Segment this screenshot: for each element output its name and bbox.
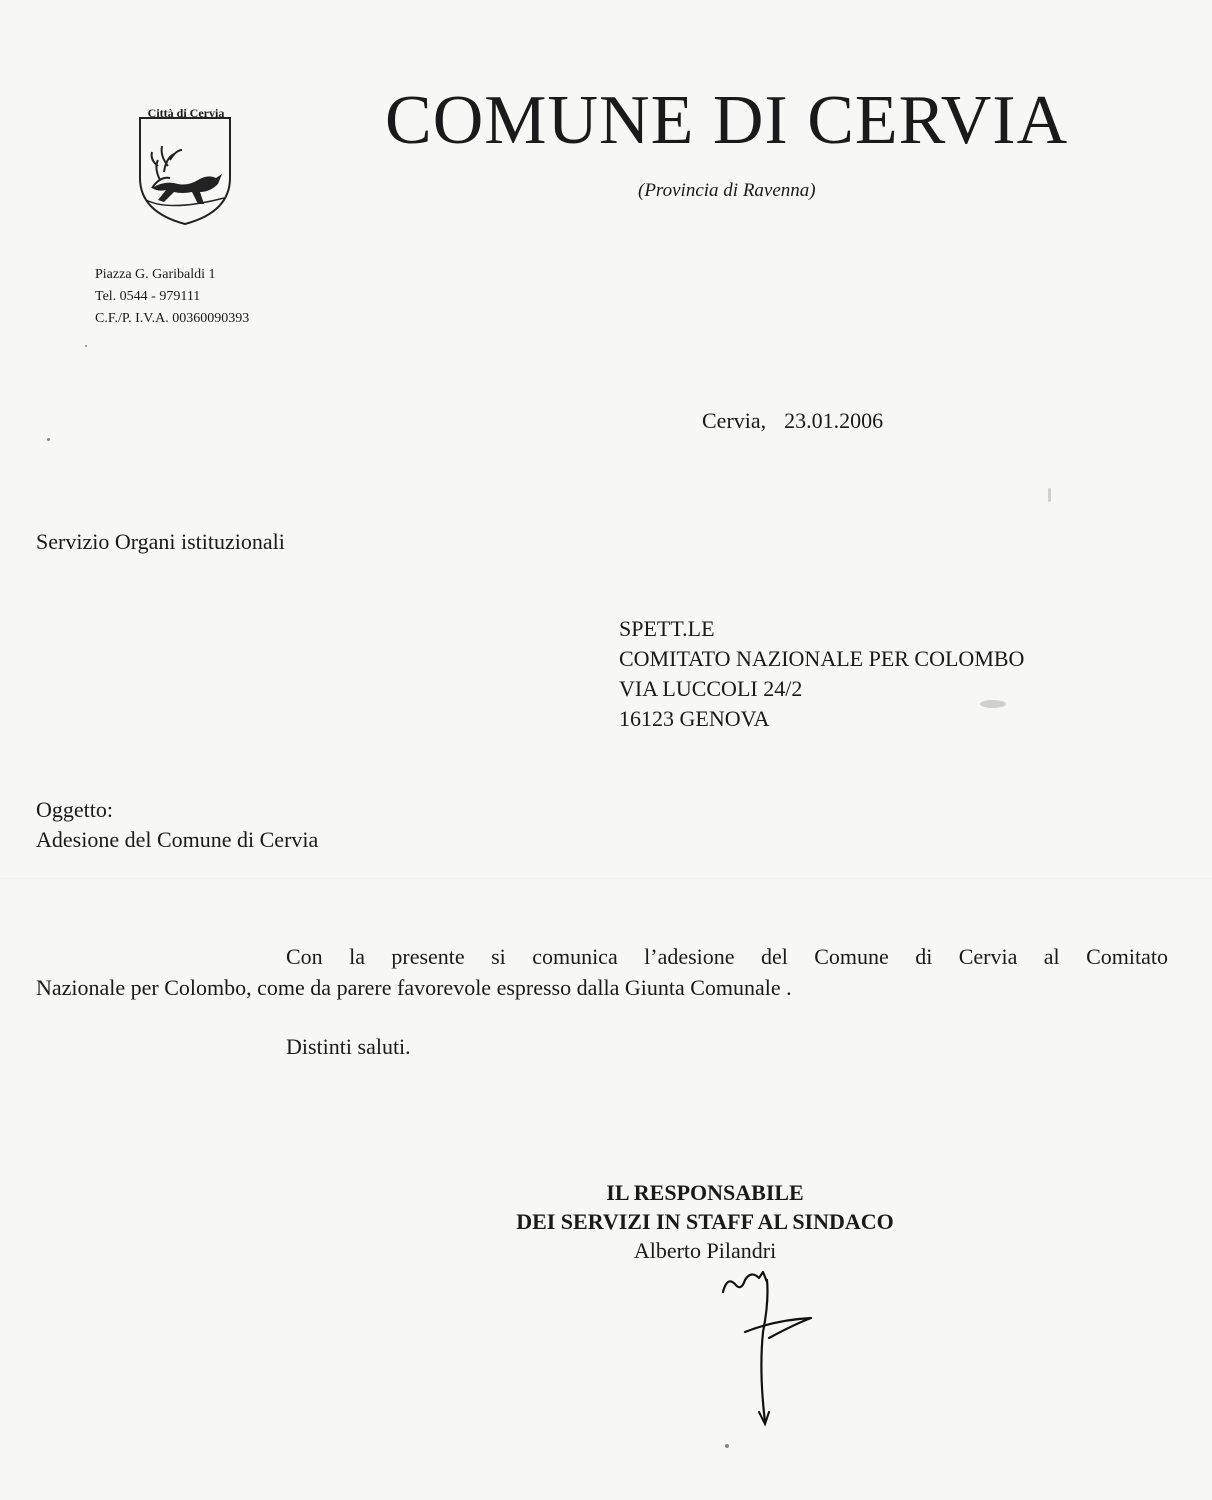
subject-block xyxy=(36,795,318,855)
body-word: Comune xyxy=(814,944,889,969)
recipient-line: SPETT.LE xyxy=(619,616,715,641)
paper-smudge xyxy=(1048,488,1051,502)
paper-speck xyxy=(725,1444,729,1448)
body-word: Cervia xyxy=(958,944,1018,969)
subject-text: Adesione del Comune di Cervia xyxy=(36,827,319,852)
letter-date xyxy=(702,406,883,436)
recipient-address xyxy=(619,614,1024,734)
address-line: Piazza G. Garibaldi 1 xyxy=(95,267,216,282)
body-word: del xyxy=(760,944,788,969)
date-value: 23.01.2006 xyxy=(784,408,884,433)
paper-fold-line xyxy=(0,878,1212,880)
address-line: Tel. 0544 - 979111 xyxy=(95,289,201,304)
sender-address xyxy=(95,264,249,330)
body-line-2: Nazionale per Colombo, come da parere favorevole espresso dalla Giunta Comunale . xyxy=(36,975,792,1000)
address-line: C.F./P. I.V.A. 00360090393 xyxy=(95,311,250,326)
body-word: Comitato xyxy=(1086,944,1168,969)
signer-title-line-1: IL RESPONSABILE xyxy=(606,1180,804,1205)
paper-speck xyxy=(85,345,87,347)
signer-name: Alberto Pilandri xyxy=(633,1238,777,1263)
paper-smudge xyxy=(980,700,1006,708)
date-place: Cervia, xyxy=(702,408,767,433)
body-line-1 xyxy=(36,941,1168,972)
organization-title: COMUNE DI CERVIA xyxy=(385,82,1069,159)
recipient-line: VIA LUCCOLI 24/2 xyxy=(619,676,803,701)
signer-title-line-2: DEI SERVIZI IN STAFF AL SINDACO xyxy=(516,1209,894,1234)
province-subtitle: (Provincia di Ravenna) xyxy=(638,180,816,201)
body-word: comunica xyxy=(532,944,618,969)
coat-of-arms-icon xyxy=(130,100,240,230)
body-word: la xyxy=(349,944,365,969)
signature-block xyxy=(440,1178,970,1265)
body-word: Con xyxy=(286,944,323,969)
body-paragraph xyxy=(36,941,1168,1003)
recipient-line: 16123 GENOVA xyxy=(619,706,770,731)
crest-title: Città di Cervia xyxy=(147,106,225,120)
sender-service: Servizio Organi istituzionali xyxy=(36,529,285,554)
paper-speck xyxy=(47,438,50,441)
subject-label: Oggetto: xyxy=(36,797,113,822)
body-word: presente xyxy=(391,944,465,969)
handwritten-signature xyxy=(715,1262,825,1432)
body-word: al xyxy=(1043,944,1060,969)
recipient-line: COMITATO NAZIONALE PER COLOMBO xyxy=(619,646,1025,671)
body-word: di xyxy=(915,944,933,969)
body-word: l’adesione xyxy=(644,944,735,969)
closing-salutation: Distinti saluti. xyxy=(286,1034,411,1059)
body-word: si xyxy=(491,944,506,969)
